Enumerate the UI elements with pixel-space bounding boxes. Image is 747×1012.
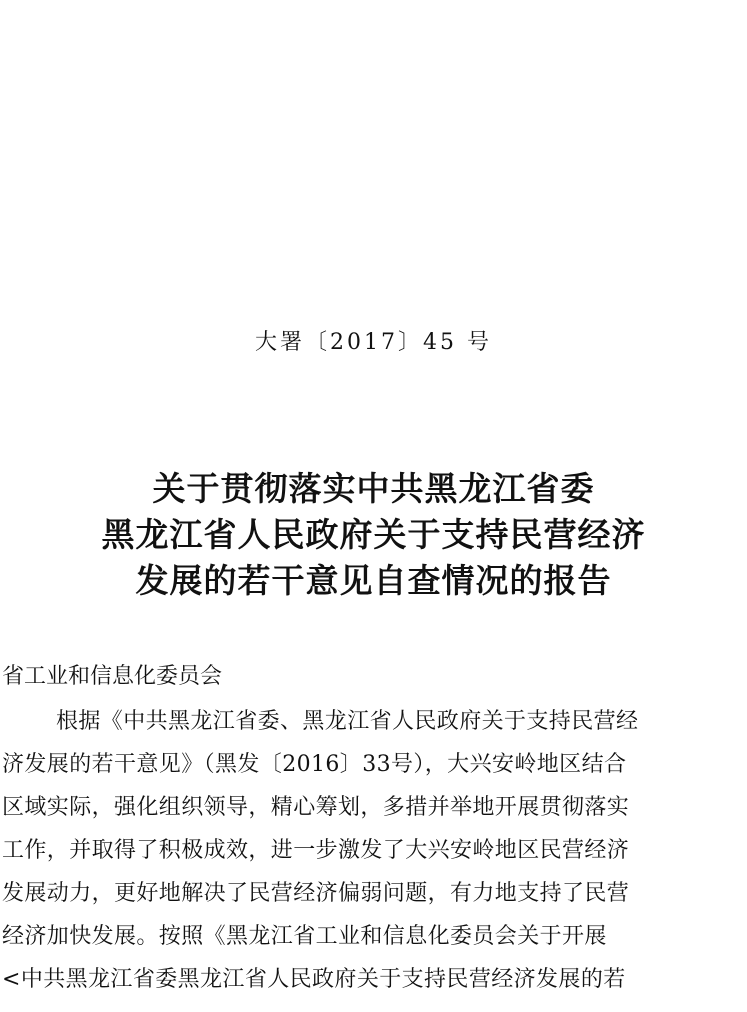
title-line: 发展的若干意见自查情况的报告	[135, 561, 612, 600]
document-title	[0, 466, 747, 604]
body-line: 根据《中共黑龙江省委、黑龙江省人民政府关于支持民营经	[56, 709, 639, 734]
title-line: 关于贯彻落实中共黑龙江省委	[152, 469, 595, 508]
body-line: 经济加快发展。按照《黑龙江省工业和信息化委员会关于开展	[2, 924, 607, 949]
body-line: <中共黑龙江省委黑龙江省人民政府关于支持民营经济发展的若	[2, 967, 626, 992]
body-line: 发展动力，更好地解决了民营经济偏弱问题，有力地支持了民营	[2, 881, 630, 906]
recipient: 省工业和信息化委员会	[2, 664, 223, 689]
body-text	[2, 708, 744, 1009]
document-number: 大署〔2017〕45 号	[255, 330, 492, 355]
body-line: 工作，并取得了积极成效，进一步激发了大兴安岭地区民营经济	[2, 838, 630, 863]
body-line: 区域实际，强化组织领导，精心筹划，多措并举地开展贯彻落实	[2, 795, 630, 820]
body-line: 济发展的若干意见》（黑发〔2016〕33号），大兴安岭地区结合	[2, 752, 627, 777]
title-line: 黑龙江省人民政府关于支持民营经济	[101, 515, 646, 554]
